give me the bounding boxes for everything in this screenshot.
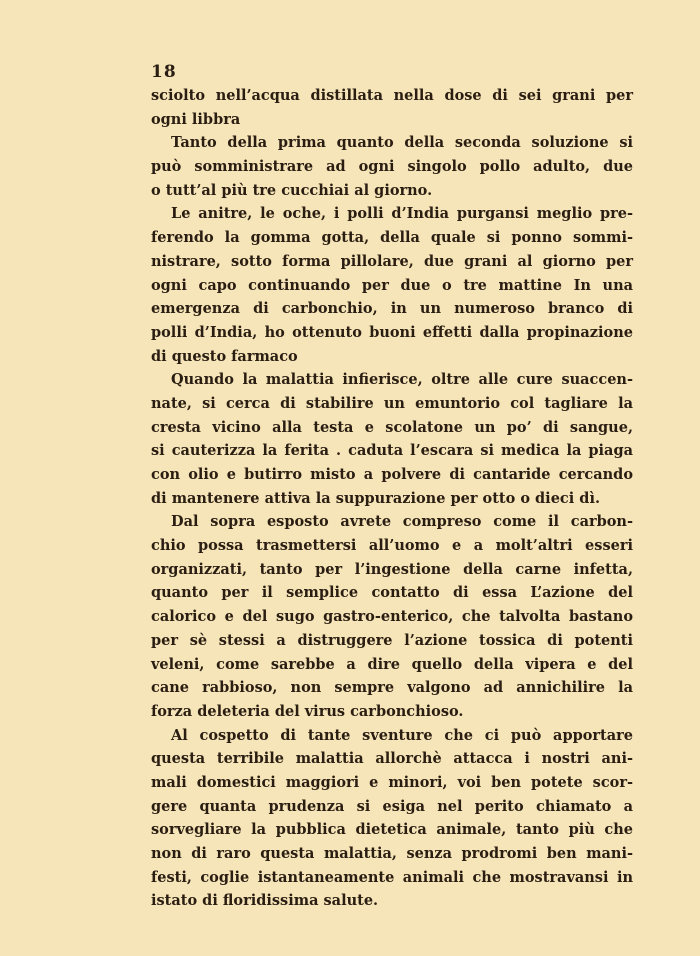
text-line: gere quanta prudenza si esiga nel perito chiamato a bbox=[151, 797, 633, 815]
text-line: Quando la malattia infierisce, oltre alle cure suaccen- bbox=[171, 371, 633, 389]
text-line: cresta vicino alla testa e scolatone un po’ di sangue, bbox=[151, 418, 633, 436]
text-line: emergenza di carbonchio, in un numeroso branco di bbox=[151, 300, 633, 318]
text-line: questa terribile malattia allorchè attacca i nostri ani- bbox=[151, 750, 633, 768]
text-line: sorvegliare la pubblica dietetica animale, tanto più che bbox=[151, 821, 633, 839]
text-line: Al cospetto di tante sventure che ci può apportare bbox=[171, 726, 633, 744]
text-line: sciolto nell’acqua distillata nella dose di sei grani per bbox=[151, 87, 633, 104]
page-number: 18 bbox=[151, 62, 177, 82]
text-line: si cauterizza la ferita . caduta l’escara si medica la piaga bbox=[151, 442, 633, 460]
text-line: può somministrare ad ogni singolo pollo adulto, due bbox=[151, 158, 633, 176]
text-line: ogni capo continuando per due o tre mattine In una bbox=[151, 276, 633, 294]
text-line: mali domestici maggiori e minori, voi ben potete scor- bbox=[151, 773, 633, 791]
text-line: organizzati, tanto per l’ingestione della carne infetta, bbox=[151, 560, 633, 578]
text-line: istato di floridissima salute. bbox=[151, 892, 379, 910]
text-line: o tutt’al più tre cucchiai al giorno. bbox=[151, 181, 433, 199]
text-line: polli d’India, ho ottenuto buoni effetti dalla propinazione bbox=[151, 323, 633, 341]
text-line: Tanto della prima quanto della seconda soluzione si bbox=[171, 134, 633, 152]
text-line: chio possa trasmettersi all’uomo e a molt’altri esseri bbox=[151, 537, 633, 555]
text-line: veleni, come sarebbe a dire quello della vipera e del bbox=[151, 655, 633, 673]
text-line: non di raro questa malattia, senza prodromi ben mani- bbox=[151, 845, 633, 862]
text-line: nistrare, sotto forma pillolare, due grani al giorno per bbox=[151, 252, 633, 270]
text-line: con olio e butirro misto a polvere di cantaride cercando bbox=[151, 466, 633, 483]
text-line: calorico e del sugo gastro-enterico, che talvolta bastano bbox=[151, 608, 633, 626]
text-line: quanto per il semplice contatto di essa L’azione del bbox=[151, 584, 633, 602]
text-line: di questo farmaco bbox=[151, 347, 298, 365]
text-line: festi, coglie istantaneamente animali che mostravansi in bbox=[151, 868, 633, 886]
text-line: nate, si cerca di stabilire un emuntorio col tagliare la bbox=[151, 394, 633, 412]
text-line: ferendo la gomma gotta, della quale si ponno sommi- bbox=[151, 229, 633, 247]
text-line: ogni libbra bbox=[151, 110, 241, 128]
text-line: Dal sopra esposto avrete compreso come il carbon- bbox=[171, 513, 633, 531]
text-line: di mantenere attiva la suppurazione per otto o dieci dì. bbox=[151, 489, 600, 507]
text-line: Le anitre, le oche, i polli d’India purgansi meglio pre- bbox=[171, 205, 633, 223]
text-line: per sè stessi a distruggere l’azione tossica di potenti bbox=[151, 631, 633, 649]
text-line: forza deleteria del virus carbonchioso. bbox=[151, 702, 464, 720]
body-text bbox=[151, 84, 633, 913]
text-line: cane rabbioso, non sempre valgono ad annichilire la bbox=[151, 679, 633, 697]
